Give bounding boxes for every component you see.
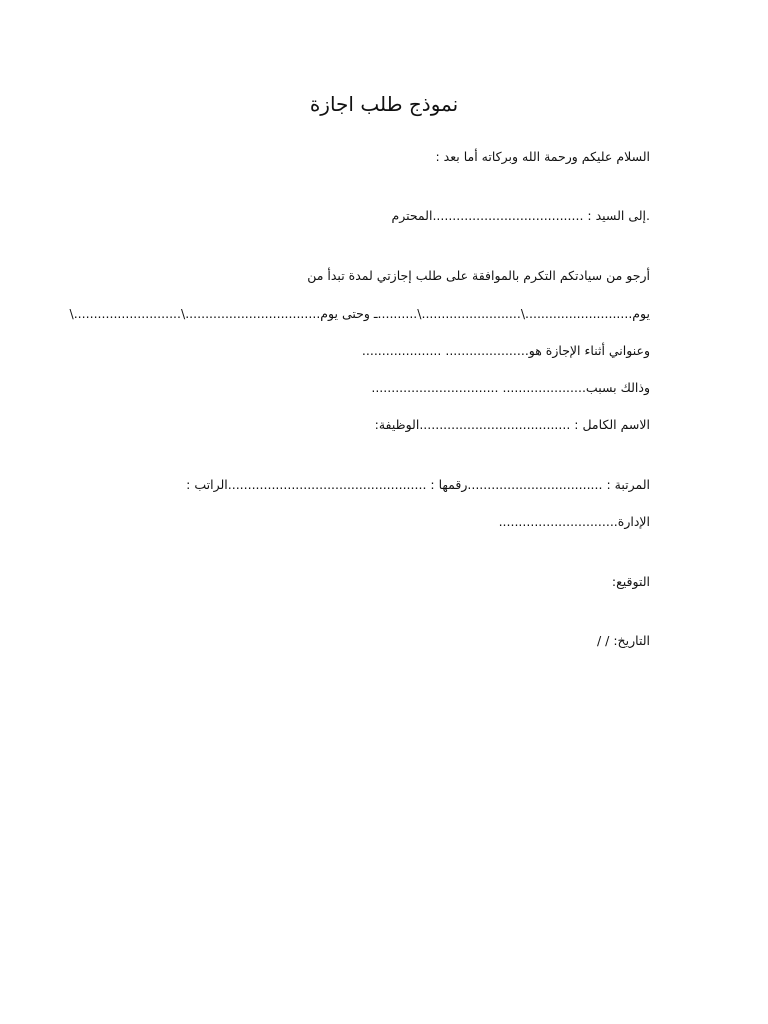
addressee-line: .إلى السيد : ......................................المحترم xyxy=(391,208,650,223)
full-name-job-line: الاسم الكامل : ......................................الوظيفة: xyxy=(374,417,650,432)
request-line: أرجو من سيادتكم التكرم بالموافقة على طلب إجازتي لمدة تبدأ من xyxy=(307,268,650,283)
greeting-line: السلام عليكم ورحمة الله وبركاته أما بعد : xyxy=(435,149,650,164)
document-title: نموذج طلب اجازة xyxy=(309,92,459,116)
leave-dates-line: يوم...........................\.........................\..........ـ وحتى يوم..................................\...........................\ xyxy=(69,306,650,321)
rank-salary-line: المرتبة : ..................................رقمها : ..................................................الراتب : xyxy=(186,477,650,492)
address-during-leave-line: وعنواني أثناء الإجازة هو..................... .................... xyxy=(361,343,650,358)
signature-line: التوقيع: xyxy=(611,574,650,589)
reason-line: وذالك بسبب..................... ................................ xyxy=(371,380,650,395)
department-line: الإدارة.............................. xyxy=(498,514,650,529)
date-line: التاريخ: / / xyxy=(596,633,650,648)
